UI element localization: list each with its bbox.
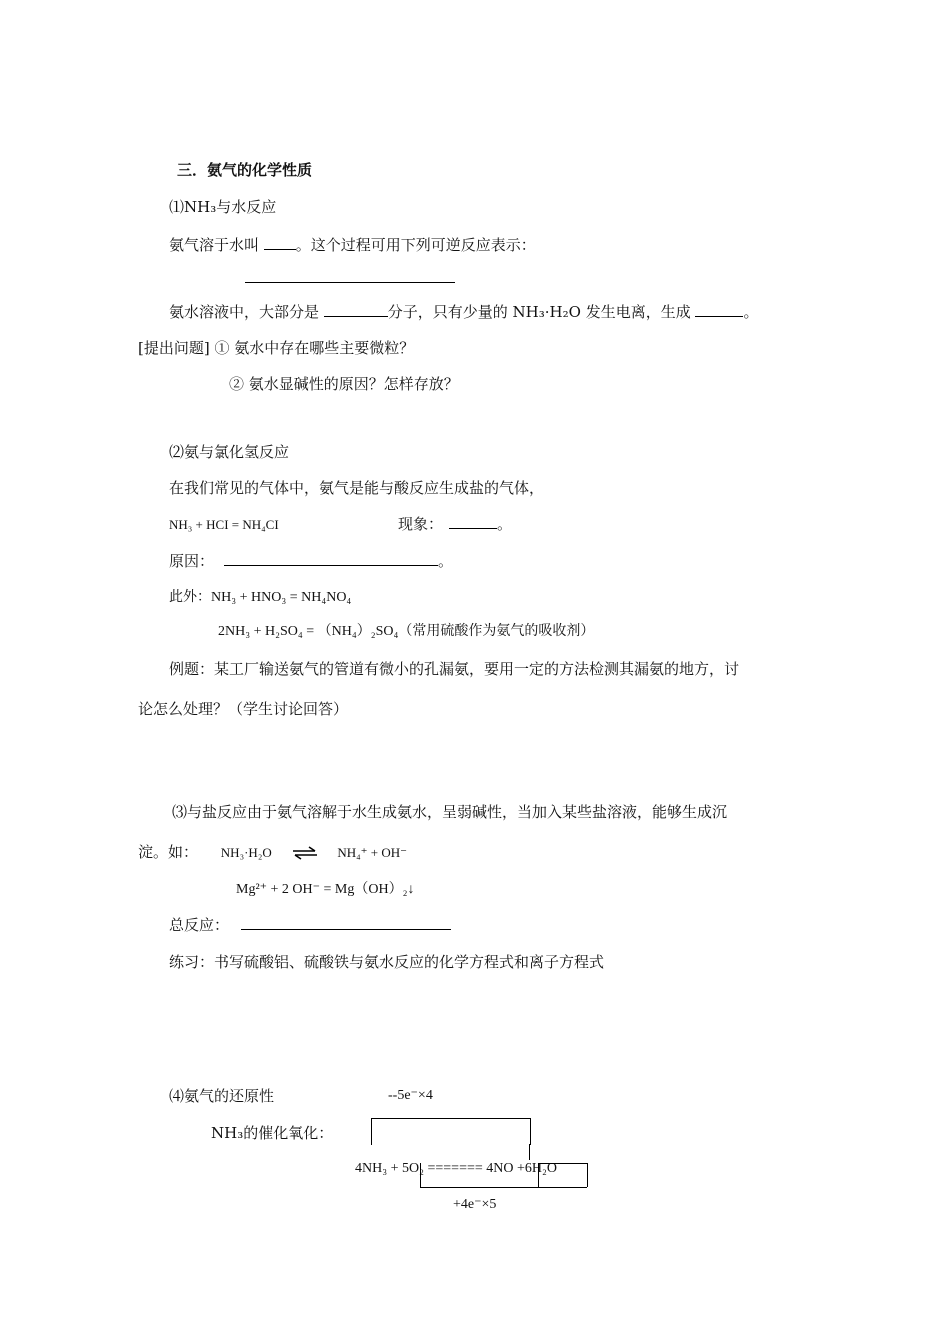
blank-product[interactable] bbox=[695, 302, 743, 317]
reversible-arrow-icon bbox=[291, 846, 319, 860]
blank-answer[interactable] bbox=[264, 235, 296, 250]
blank-phenomenon[interactable] bbox=[449, 514, 497, 529]
blank-molecule[interactable] bbox=[324, 302, 388, 317]
part3-example-label: 淀。如： bbox=[138, 843, 199, 861]
section-title: 三．氨气的化学性质 bbox=[177, 161, 313, 179]
reason-line bbox=[169, 551, 453, 571]
phenomenon-line bbox=[398, 514, 512, 534]
part4-heading: ⑷氨气的还原性 bbox=[169, 1087, 275, 1105]
question-2: ② 氨水显碱性的原因？怎样存放？ bbox=[229, 375, 459, 393]
phenomenon-label: 现象： bbox=[398, 515, 444, 533]
bracket-h2o-left bbox=[538, 1163, 539, 1187]
blank-reason[interactable] bbox=[224, 551, 438, 566]
part3-line2 bbox=[138, 842, 407, 863]
part1-heading: ⑴NH₃与水反应 bbox=[169, 198, 277, 216]
part2-line1: 在我们常见的气体中，氨气是能与酸反应生成盐的气体， bbox=[169, 479, 545, 497]
example-line2: 论怎么处理？（学生讨论回答） bbox=[138, 700, 349, 718]
question-1: ① 氨水中存在哪些主要微粒？ bbox=[214, 339, 415, 357]
part3-line1: ⑶与盐反应由于氨气溶解于水生成氨水，呈弱碱性，当加入某些盐溶液，能够生成沉 bbox=[172, 803, 728, 821]
bracket-top-connector bbox=[529, 1144, 530, 1160]
total-label: 总反应： bbox=[169, 916, 230, 934]
part1-line2-text-a: 氨水溶液中，大部分是 bbox=[169, 303, 324, 321]
part1-line1-text-b: 。这个过程可用下列可逆反应表示： bbox=[295, 236, 536, 254]
electron-gain-label: +4e⁻×5 bbox=[453, 1197, 497, 1212]
exercise-line: 练习：书写硫酸铝、硫酸铁与氨水反应的化学方程式和离子方程式 bbox=[169, 953, 605, 971]
equation-nh3-hcl: NH₃ + HCI = NH₄CI bbox=[169, 517, 279, 532]
equation-mg: Mg²⁺ + 2 OH⁻ = Mg（OH）₂↓ bbox=[236, 882, 415, 897]
part1-line2-text-c: 。 bbox=[743, 303, 759, 321]
reason-period: 。 bbox=[438, 552, 454, 570]
bracket-bottom-right bbox=[587, 1163, 588, 1187]
bracket-bottom-left bbox=[420, 1163, 421, 1187]
catalytic-equation: 4NH₃ + 5O₂ ======= 4NO +6H₂O bbox=[355, 1161, 557, 1176]
electron-loss-label: --5e⁻×4 bbox=[388, 1088, 433, 1103]
blank-total-reaction[interactable] bbox=[241, 915, 451, 930]
blank-equation-line[interactable] bbox=[245, 282, 455, 283]
equation-left: NH₃·H₂O bbox=[220, 845, 272, 860]
electron-transfer-bracket-top bbox=[371, 1118, 531, 1145]
reason-label: 原因： bbox=[169, 552, 215, 570]
example-line1: 例题：某工厂输送氨气的管道有微小的孔漏氨，要用一定的方法检测其漏氨的地方，讨 bbox=[169, 660, 740, 678]
total-reaction-line bbox=[169, 915, 451, 935]
part1-line2 bbox=[169, 302, 758, 322]
part1-line2-text-b: 分子，只有少量的 NH₃·H₂O 发生电离，生成 bbox=[387, 303, 696, 321]
phenomenon-period: 。 bbox=[497, 515, 513, 533]
part2-heading: ⑵氨与氯化氢反应 bbox=[169, 443, 290, 461]
part1-line1-text-a: 氨气溶于水叫 bbox=[169, 236, 264, 254]
equation-hno3: 此外：NH₃ + HNO₃ = NH₄NO₄ bbox=[169, 590, 352, 605]
equation-h2so4: 2NH₃ + H₂SO₄ = （NH₄）₂SO₄（常用硫酸作为氨气的吸收剂） bbox=[218, 624, 595, 639]
catalytic-label: NH₃的催化氧化： bbox=[211, 1124, 334, 1142]
bracket-bottom-line bbox=[420, 1187, 587, 1188]
bracket-h2o-top bbox=[538, 1163, 587, 1164]
part1-line1 bbox=[169, 235, 536, 255]
equation-right: NH₄⁺ + OH⁻ bbox=[337, 845, 407, 860]
question-line1 bbox=[138, 338, 414, 358]
question-label: [提出问题] bbox=[138, 339, 210, 357]
